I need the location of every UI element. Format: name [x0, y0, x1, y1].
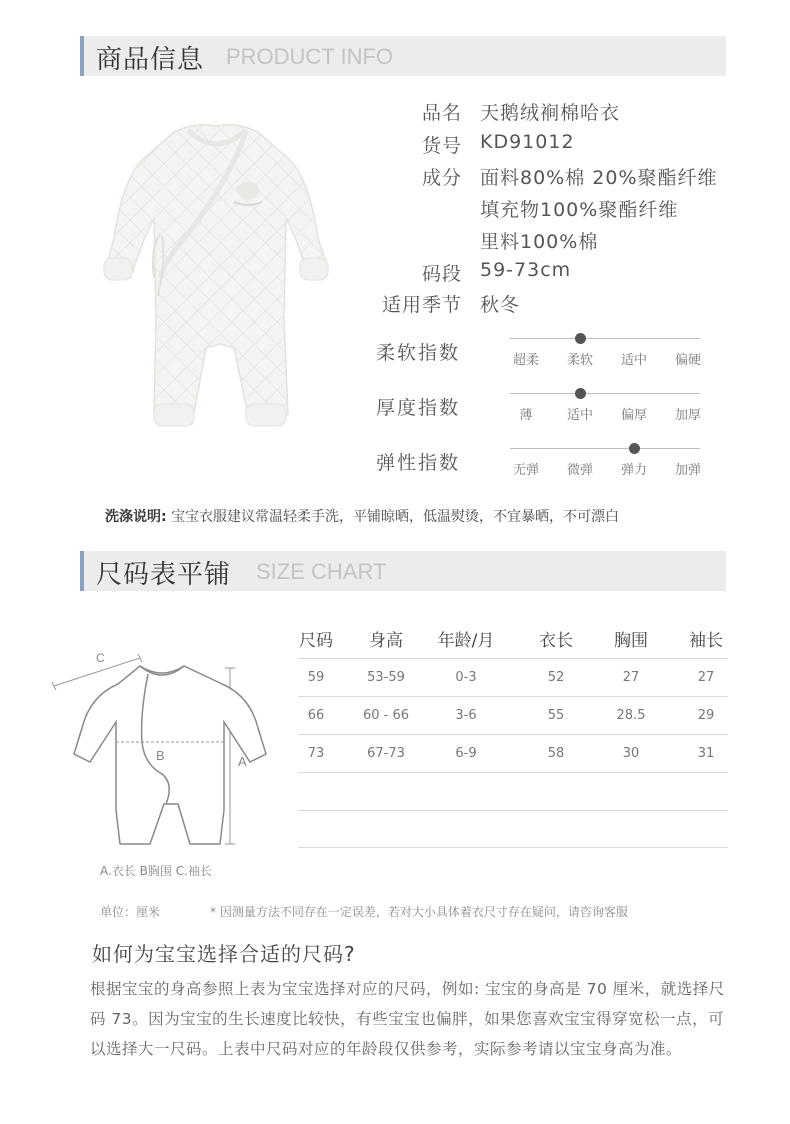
table-row [298, 658, 728, 696]
table-cell: 59 [307, 670, 325, 685]
composition-label: 成分 [421, 167, 462, 189]
size-chart-header [80, 551, 726, 591]
table-cell: 28.5 [616, 708, 646, 723]
size-range-value: 59-73cm [480, 259, 572, 281]
index-option: 适中 [566, 408, 593, 423]
table-header-cell: 袖长 [689, 631, 723, 651]
table-cell: 53-59 [367, 670, 405, 685]
table-header-cell: 年龄/月 [437, 631, 495, 651]
index-track [510, 393, 700, 394]
composition-value-2: 填充物100%聚酯纤维 [480, 199, 679, 221]
size-chart-title: 尺码表平铺 [96, 560, 232, 590]
index-option: 超柔 [512, 353, 539, 368]
label-c: C [96, 651, 105, 665]
table-cell: 55 [547, 708, 565, 723]
product-info-subtitle: PRODUCT INFO [226, 44, 394, 69]
wash-label: 洗涤说明: [105, 509, 167, 525]
size-table [298, 618, 728, 848]
table-cell: 73 [307, 746, 325, 761]
name-value: 天鹅绒裥棉哈衣 [480, 102, 621, 124]
table-cell: 30 [622, 746, 640, 761]
index-option: 弹力 [620, 463, 647, 478]
index-label: 柔软指数 [376, 342, 461, 364]
measurement-diagram [44, 644, 274, 854]
table-cell: 27 [697, 670, 715, 685]
table-header-cell: 衣长 [539, 631, 573, 651]
diagram-legend: A.衣长 B胸围 C.袖长 [100, 864, 212, 878]
table-cell: 6-9 [455, 746, 477, 761]
product-image [96, 118, 336, 438]
unit-note: 单位：厘米 [100, 905, 161, 919]
table-header-cell: 身高 [369, 631, 403, 651]
wash-text: 宝宝衣服建议常温轻柔手洗，平铺晾晒，低温熨烫，不宜暴晒，不可漂白 [171, 509, 620, 525]
season-value: 秋冬 [480, 294, 521, 316]
index-option: 偏厚 [620, 408, 647, 423]
composition-value-3: 里料100%棉 [480, 231, 599, 253]
name-label: 品名 [421, 102, 462, 124]
index-option: 薄 [519, 408, 533, 423]
table-cell: 29 [697, 708, 715, 723]
table-row [298, 734, 728, 772]
table-header-cell: 尺码 [299, 631, 333, 651]
index-option: 适中 [620, 353, 647, 368]
index-marker [629, 443, 640, 454]
index-marker [575, 333, 586, 344]
disclaimer: * 因测量方法不同存在一定误差，若对大小具体着衣尺寸存在疑问，请咨询客服 [210, 905, 628, 919]
label-b: B [156, 748, 165, 763]
index-label: 厚度指数 [376, 397, 461, 419]
sku-label: 货号 [421, 135, 462, 157]
table-cell: 67-73 [367, 746, 405, 761]
sku-value: KD91012 [480, 131, 575, 153]
table-row-empty [298, 810, 728, 848]
composition-value-1: 面料80%棉 20%聚酯纤维 [480, 167, 718, 189]
product-info-title: 商品信息 [96, 45, 205, 75]
table-cell: 52 [547, 670, 565, 685]
table-row [298, 696, 728, 734]
size-range-label: 码段 [421, 263, 462, 285]
table-cell: 60 - 66 [362, 708, 410, 723]
table-cell: 3-6 [455, 708, 477, 723]
table-cell: 66 [307, 708, 325, 723]
index-option: 无弹 [512, 463, 539, 478]
index-option: 加弹 [674, 463, 701, 478]
table-cell: 58 [547, 746, 565, 761]
table-cell: 31 [697, 746, 715, 761]
size-chart-subtitle: SIZE CHART [256, 559, 387, 584]
table-cell: 0-3 [455, 670, 477, 685]
index-marker [575, 388, 586, 399]
product-info-header [80, 36, 726, 76]
index-label: 弹性指数 [376, 452, 461, 474]
faq-body: 根据宝宝的身高参照上表为宝宝选择对应的尺码，例如: 宝宝的身高是 70 厘米，就选择尺码 73。因为宝宝的生长速度比较快，有些宝宝也偏胖，如果您喜欢宝宝得穿宽松一点，可以选择大一尺码。上表中尺码对应的年龄段仅供参考，实际参考请以宝宝身高为准。 [90, 980, 725, 1058]
season-label: 适用季节 [381, 294, 462, 316]
index-option: 偏硬 [674, 353, 701, 368]
table-row-empty [298, 772, 728, 810]
index-option: 加厚 [674, 408, 701, 423]
index-option: 柔软 [566, 353, 593, 368]
wash-instructions [105, 506, 619, 526]
index-track [510, 338, 700, 339]
table-header [298, 618, 728, 658]
index-track [510, 448, 700, 449]
faq-title: 如何为宝宝选择合适的尺码? [92, 942, 356, 966]
table-cell: 27 [622, 670, 640, 685]
index-option: 微弹 [566, 463, 593, 478]
table-header-cell: 胸围 [614, 631, 648, 651]
label-a: A [238, 754, 247, 769]
